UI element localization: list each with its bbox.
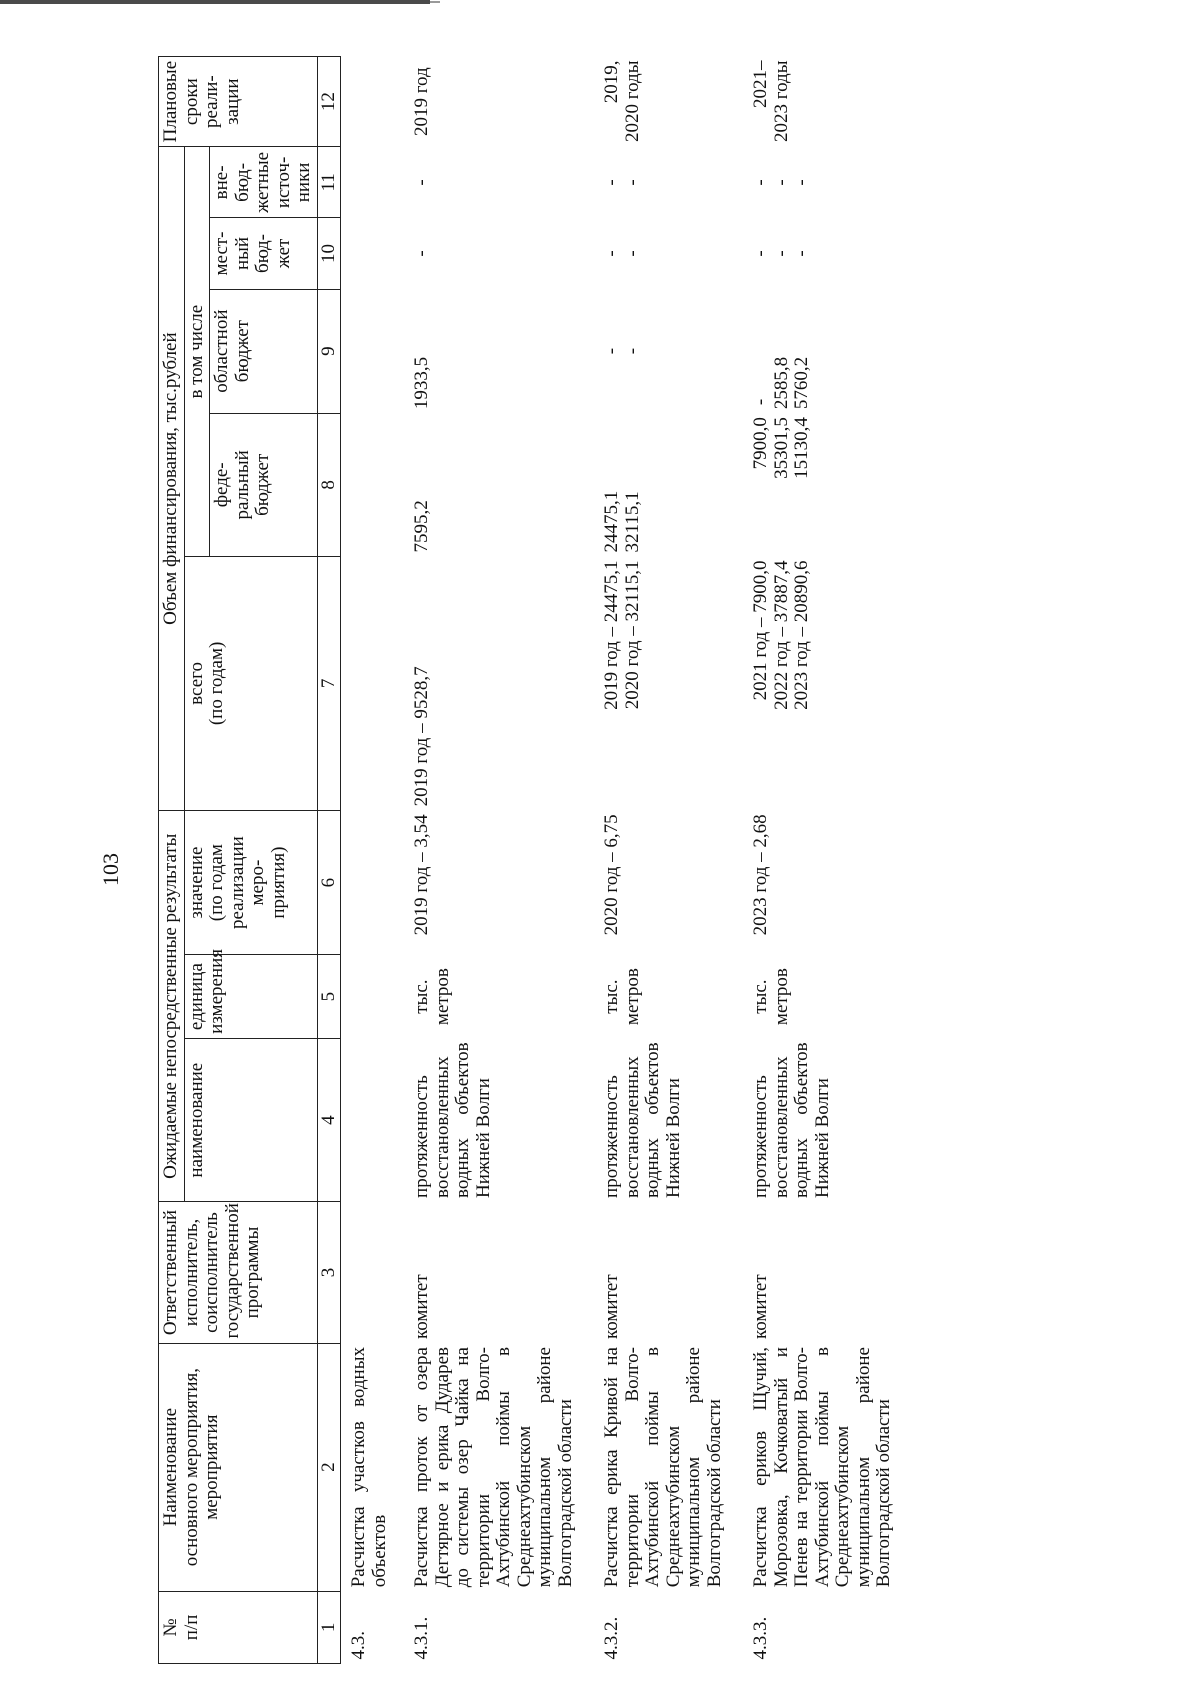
row-measure-name: Расчистка проток от озера Дегтярное и ерика Дударев до системы озер Чайка на территории Волго-Ахтубинской поймы в Среднеахтубинском муниципальном районе Волгоградской области	[411, 1347, 576, 1588]
row-federal	[749, 413, 919, 556]
header-executor: Ответственный исполнитель, соисполнитель государственной программы	[159, 1202, 318, 1343]
total-line: 2019 год – 24475,1	[601, 560, 623, 710]
row-regional	[600, 289, 749, 413]
row-federal	[410, 413, 600, 556]
total-line: 2020 год – 32115,1	[621, 560, 643, 710]
federal-line: 15130,4	[791, 417, 813, 479]
local-line: -	[791, 250, 813, 257]
column-number: 2	[317, 1343, 341, 1591]
row-num: 4.3.	[348, 1631, 370, 1660]
row-executor: комитет	[601, 1274, 623, 1340]
row-local	[341, 218, 411, 289]
header-num: № п/п	[159, 1591, 318, 1663]
row-unit	[341, 955, 411, 1039]
federal-line: 7595,2	[411, 500, 433, 553]
header-results-group: Ожидаемые непосредственные результаты	[159, 810, 185, 1202]
row-federal	[341, 413, 411, 556]
row-executor: комитет	[750, 1274, 772, 1340]
column-number: 6	[317, 810, 341, 954]
extra-line: -	[411, 179, 433, 186]
local-line: -	[750, 250, 772, 257]
column-number: 4	[317, 1038, 341, 1202]
column-number: 1	[317, 1591, 341, 1663]
local-line: -	[770, 250, 792, 257]
extra-line: -	[791, 179, 813, 186]
column-number: 3	[317, 1202, 341, 1343]
header-funding-group: Объем финансирования, тыс.рублей	[159, 147, 185, 811]
header-row-1	[159, 57, 185, 1664]
column-number: 5	[317, 955, 341, 1039]
row-unit: тыс. метров	[750, 968, 792, 1026]
extra-line: -	[601, 179, 623, 186]
local-line: -	[601, 250, 623, 257]
row-local	[410, 218, 600, 289]
table-row	[341, 57, 411, 1664]
row-total	[341, 556, 411, 810]
row-result-name: протяженность восстановленных водных объектов Нижней Волги	[601, 1042, 684, 1198]
table-row	[749, 57, 919, 1664]
program-measures-table	[158, 56, 919, 1664]
extra-line: -	[770, 179, 792, 186]
row-federal	[600, 413, 749, 556]
federal-line: 35301,5	[770, 417, 792, 479]
regional-line: -	[750, 398, 772, 406]
row-value: 2019 год – 3,54	[411, 814, 433, 936]
extra-line: -	[750, 179, 772, 186]
row-local	[749, 218, 919, 289]
header-local: мест- ный бюд- жет	[210, 218, 318, 289]
row-executor	[341, 1202, 411, 1343]
row-measure-name: Расчистка ериков Щучий, Морозовка, Кочковатый и Пенев на территории Волго-Ахтубинской поймы в Среднеахтубинском муниципальном районе Волгоградской области	[750, 1347, 895, 1588]
header-result-name: наименование	[184, 1038, 317, 1202]
row-regional	[341, 289, 411, 413]
row-total	[600, 556, 749, 810]
column-number: 9	[317, 289, 341, 413]
row-value: 2020 год – 6,75	[601, 814, 623, 936]
row-total	[410, 556, 600, 810]
total-line: 2019 год – 9528,7	[411, 666, 433, 807]
header-terms: Плановые сроки реали- зации	[159, 57, 318, 147]
header-extra: вне- бюд- жетные источ- ники	[210, 147, 318, 218]
extra-line: -	[621, 179, 643, 186]
total-line: 2022 год – 37887,4	[770, 560, 792, 710]
local-line: -	[411, 250, 433, 257]
header-regional: областной бюджет	[210, 289, 318, 413]
total-line: 2021 год – 7900,0	[750, 560, 772, 701]
regional-line: -	[601, 347, 623, 355]
header-name: Наименование основного мероприятия, мероприятия	[159, 1343, 318, 1591]
column-number: 12	[317, 57, 341, 147]
row-result-name	[341, 1038, 411, 1202]
column-number: 8	[317, 413, 341, 556]
regional-line: 2585,8	[770, 356, 792, 410]
regional-line: 5760,2	[791, 356, 813, 410]
regional-line: 1933,5	[411, 356, 433, 410]
table-body	[341, 57, 919, 1664]
row-extra	[600, 147, 749, 218]
row-total	[749, 556, 919, 810]
row-result-name: протяженность восстановленных водных объектов Нижней Волги	[411, 1042, 494, 1198]
federal-line: 32115,1	[621, 491, 643, 553]
header-total: всего (по годам)	[184, 556, 317, 810]
row-unit: тыс. метров	[411, 968, 453, 1026]
row-num: 4.3.3.	[750, 1616, 772, 1660]
row-measure-name: Расчистка ерика Кривой на территории Волго-Ахтубинской поймы в Среднеахтубинском муниципальном районе Волгоградской области	[601, 1347, 725, 1588]
federal-line: 24475,1	[601, 490, 623, 553]
regional-line: -	[621, 347, 643, 355]
header-federal: феде- ральный бюджет	[210, 413, 318, 556]
row-value: 2023 год – 2,68	[750, 814, 772, 936]
column-number: 10	[317, 218, 341, 289]
row-terms: 2019 год	[411, 67, 433, 137]
row-terms: 2019, 2020 годы	[601, 60, 643, 142]
row-regional	[410, 289, 600, 413]
row-local	[600, 218, 749, 289]
row-value	[341, 810, 411, 954]
table-row	[600, 57, 749, 1664]
row-num: 4.3.1.	[411, 1616, 433, 1660]
federal-line: 7900,0	[750, 417, 772, 470]
row-unit: тыс. метров	[601, 968, 643, 1026]
row-extra	[410, 147, 600, 218]
header-value: значение (по годам реализации меро- приятия)	[184, 810, 317, 954]
header-incl-group: в том числе	[184, 147, 210, 557]
column-number: 7	[317, 556, 341, 810]
row-num: 4.3.2.	[601, 1616, 623, 1660]
row-terms	[341, 57, 411, 147]
row-result-name: протяженность восстановленных водных объектов Нижней Волги	[750, 1042, 833, 1198]
row-terms: 2021– 2023 годы	[750, 60, 792, 142]
column-number: 11	[317, 147, 341, 218]
total-line: 2023 год – 20890,6	[791, 560, 813, 710]
column-numbers-row	[317, 57, 341, 1664]
row-extra	[341, 147, 411, 218]
row-measure-name: Расчистка участков водных объектов	[348, 1347, 390, 1588]
row-extra	[749, 147, 919, 218]
header-unit: единица измерения	[184, 955, 317, 1039]
local-line: -	[621, 250, 643, 257]
table-row	[410, 57, 600, 1664]
page-number: 103	[98, 853, 123, 886]
row-executor: комитет	[411, 1274, 433, 1340]
row-regional	[749, 289, 919, 413]
